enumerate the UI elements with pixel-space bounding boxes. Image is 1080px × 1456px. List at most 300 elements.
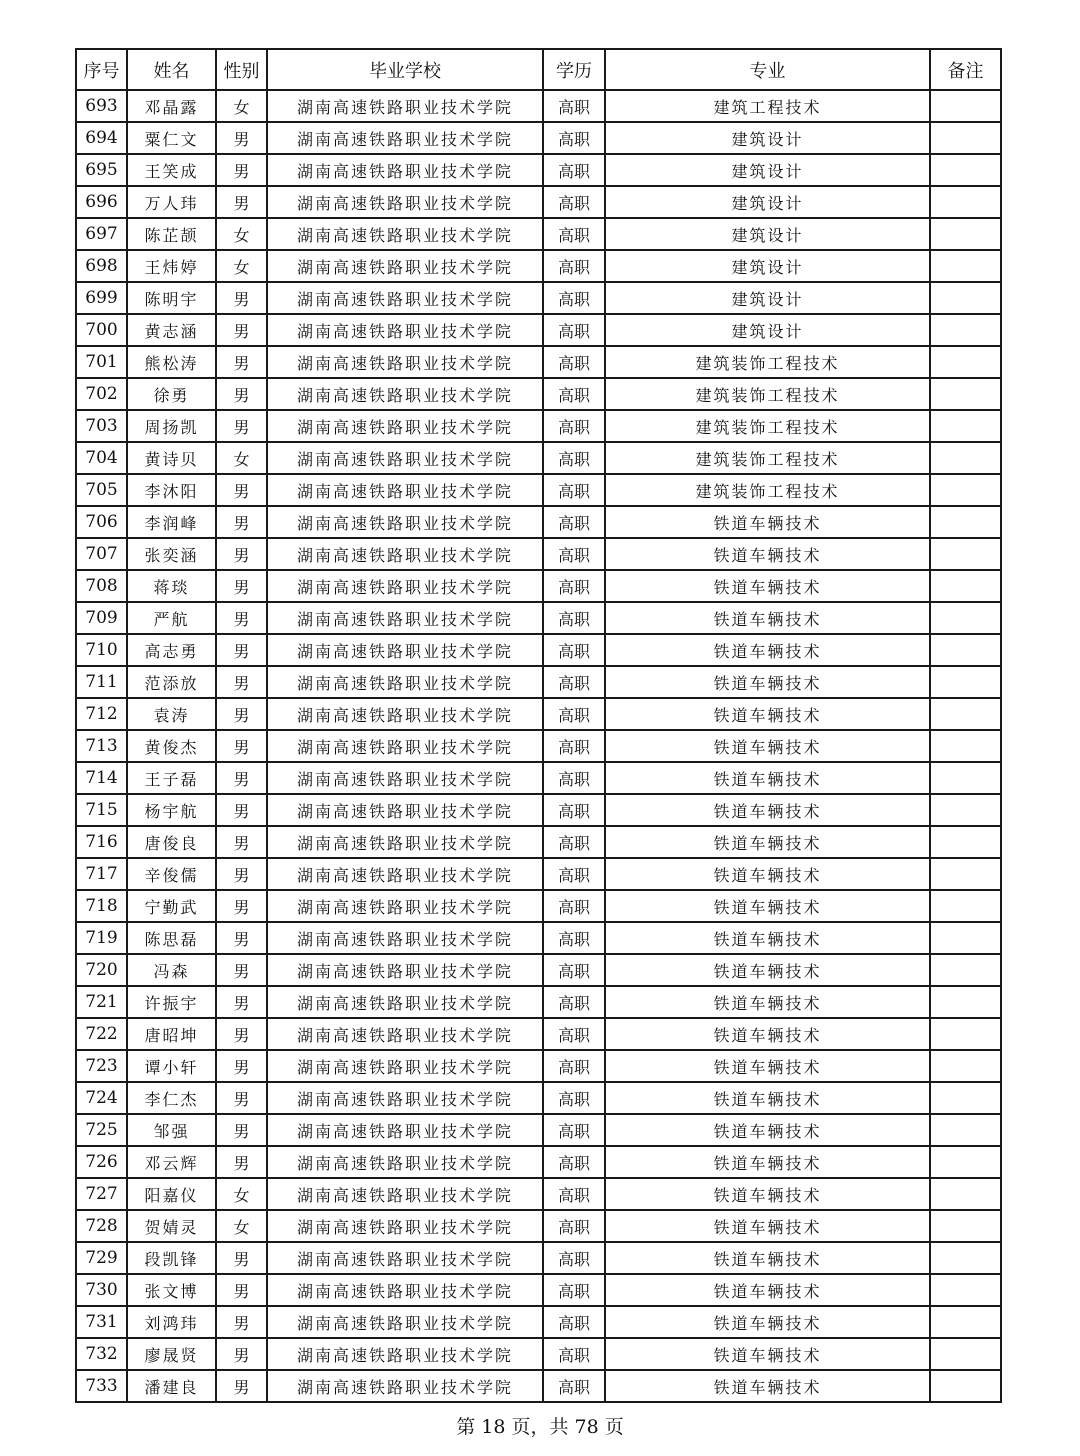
cell-school: 湖南高速铁路职业技术学院 — [267, 1114, 543, 1146]
cell-education: 高职 — [543, 122, 605, 154]
cell-school: 湖南高速铁路职业技术学院 — [267, 506, 543, 538]
table-row — [76, 1178, 1001, 1210]
cell-gender: 男 — [216, 1114, 267, 1146]
cell-school: 湖南高速铁路职业技术学院 — [267, 730, 543, 762]
cell-major: 铁道车辆技术 — [605, 1210, 930, 1242]
cell-school: 湖南高速铁路职业技术学院 — [267, 1050, 543, 1082]
cell-name: 刘鸿玮 — [127, 1306, 216, 1338]
cell-education: 高职 — [543, 826, 605, 858]
cell-gender: 男 — [216, 474, 267, 506]
cell-education: 高职 — [543, 410, 605, 442]
cell-gender: 男 — [216, 634, 267, 666]
cell-remarks — [930, 1050, 1001, 1082]
cell-education: 高职 — [543, 634, 605, 666]
cell-remarks — [930, 218, 1001, 250]
cell-school: 湖南高速铁路职业技术学院 — [267, 794, 543, 826]
header-serial-number: 序号 — [76, 49, 127, 90]
cell-serial-number: 733 — [76, 1370, 127, 1402]
cell-remarks — [930, 1370, 1001, 1402]
cell-school: 湖南高速铁路职业技术学院 — [267, 346, 543, 378]
cell-major: 建筑设计 — [605, 314, 930, 346]
cell-gender: 男 — [216, 570, 267, 602]
cell-school: 湖南高速铁路职业技术学院 — [267, 986, 543, 1018]
cell-name: 张文博 — [127, 1274, 216, 1306]
cell-serial-number: 705 — [76, 474, 127, 506]
cell-education: 高职 — [543, 154, 605, 186]
cell-education: 高职 — [543, 90, 605, 122]
cell-serial-number: 716 — [76, 826, 127, 858]
cell-school: 湖南高速铁路职业技术学院 — [267, 154, 543, 186]
cell-school: 湖南高速铁路职业技术学院 — [267, 1306, 543, 1338]
cell-major: 铁道车辆技术 — [605, 1178, 930, 1210]
table-row — [76, 730, 1001, 762]
cell-name: 宁勤武 — [127, 890, 216, 922]
cell-serial-number: 727 — [76, 1178, 127, 1210]
cell-school: 湖南高速铁路职业技术学院 — [267, 1274, 543, 1306]
cell-gender: 女 — [216, 1178, 267, 1210]
cell-gender: 男 — [216, 1018, 267, 1050]
cell-remarks — [930, 346, 1001, 378]
cell-major: 铁道车辆技术 — [605, 858, 930, 890]
cell-major: 铁道车辆技术 — [605, 730, 930, 762]
cell-major: 建筑设计 — [605, 154, 930, 186]
cell-serial-number: 699 — [76, 282, 127, 314]
cell-school: 湖南高速铁路职业技术学院 — [267, 602, 543, 634]
header-school: 毕业学校 — [267, 49, 543, 90]
cell-major: 建筑装饰工程技术 — [605, 410, 930, 442]
cell-gender: 男 — [216, 1146, 267, 1178]
table-row — [76, 1370, 1001, 1402]
cell-major: 建筑设计 — [605, 122, 930, 154]
cell-gender: 男 — [216, 890, 267, 922]
cell-gender: 男 — [216, 826, 267, 858]
cell-serial-number: 730 — [76, 1274, 127, 1306]
cell-school: 湖南高速铁路职业技术学院 — [267, 1338, 543, 1370]
header-gender: 性别 — [216, 49, 267, 90]
cell-gender: 男 — [216, 794, 267, 826]
cell-name: 段凯锋 — [127, 1242, 216, 1274]
cell-gender: 男 — [216, 1370, 267, 1402]
cell-gender: 男 — [216, 1274, 267, 1306]
cell-school: 湖南高速铁路职业技术学院 — [267, 698, 543, 730]
cell-gender: 男 — [216, 282, 267, 314]
header-education: 学历 — [543, 49, 605, 90]
cell-serial-number: 697 — [76, 218, 127, 250]
cell-remarks — [930, 1338, 1001, 1370]
cell-gender: 男 — [216, 1082, 267, 1114]
cell-name: 邓晶露 — [127, 90, 216, 122]
cell-name: 王炜婷 — [127, 250, 216, 282]
cell-serial-number: 723 — [76, 1050, 127, 1082]
cell-remarks — [930, 858, 1001, 890]
cell-gender: 女 — [216, 90, 267, 122]
cell-education: 高职 — [543, 1018, 605, 1050]
cell-education: 高职 — [543, 1338, 605, 1370]
cell-name: 高志勇 — [127, 634, 216, 666]
cell-school: 湖南高速铁路职业技术学院 — [267, 282, 543, 314]
cell-name: 万人玮 — [127, 186, 216, 218]
cell-name: 蒋琰 — [127, 570, 216, 602]
cell-school: 湖南高速铁路职业技术学院 — [267, 954, 543, 986]
cell-serial-number: 732 — [76, 1338, 127, 1370]
cell-name: 陈明宇 — [127, 282, 216, 314]
cell-serial-number: 721 — [76, 986, 127, 1018]
cell-school: 湖南高速铁路职业技术学院 — [267, 218, 543, 250]
table-row — [76, 1338, 1001, 1370]
cell-school: 湖南高速铁路职业技术学院 — [267, 1210, 543, 1242]
cell-education: 高职 — [543, 1242, 605, 1274]
cell-major: 铁道车辆技术 — [605, 954, 930, 986]
table-row — [76, 538, 1001, 570]
table-row — [76, 794, 1001, 826]
cell-serial-number: 728 — [76, 1210, 127, 1242]
cell-remarks — [930, 250, 1001, 282]
cell-education: 高职 — [543, 858, 605, 890]
cell-major: 建筑装饰工程技术 — [605, 474, 930, 506]
cell-remarks — [930, 442, 1001, 474]
table-row — [76, 122, 1001, 154]
page-number: 第 18 页，共 78 页 — [456, 1416, 624, 1438]
cell-major: 建筑设计 — [605, 250, 930, 282]
cell-school: 湖南高速铁路职业技术学院 — [267, 314, 543, 346]
cell-education: 高职 — [543, 442, 605, 474]
cell-school: 湖南高速铁路职业技术学院 — [267, 1082, 543, 1114]
cell-remarks — [930, 954, 1001, 986]
cell-serial-number: 719 — [76, 922, 127, 954]
cell-major: 铁道车辆技术 — [605, 890, 930, 922]
cell-remarks — [930, 1178, 1001, 1210]
cell-education: 高职 — [543, 218, 605, 250]
cell-education: 高职 — [543, 986, 605, 1018]
cell-gender: 男 — [216, 1050, 267, 1082]
cell-name: 贺婧灵 — [127, 1210, 216, 1242]
cell-gender: 男 — [216, 858, 267, 890]
table-row — [76, 1146, 1001, 1178]
cell-name: 许振宇 — [127, 986, 216, 1018]
cell-serial-number: 725 — [76, 1114, 127, 1146]
cell-serial-number: 714 — [76, 762, 127, 794]
cell-major: 铁道车辆技术 — [605, 1242, 930, 1274]
cell-serial-number: 712 — [76, 698, 127, 730]
cell-major: 建筑工程技术 — [605, 90, 930, 122]
table-header-row — [76, 49, 1001, 90]
table-row — [76, 1114, 1001, 1146]
cell-remarks — [930, 1210, 1001, 1242]
cell-education: 高职 — [543, 602, 605, 634]
cell-gender: 男 — [216, 762, 267, 794]
table-row — [76, 922, 1001, 954]
cell-school: 湖南高速铁路职业技术学院 — [267, 474, 543, 506]
cell-school: 湖南高速铁路职业技术学院 — [267, 442, 543, 474]
cell-gender: 男 — [216, 698, 267, 730]
cell-school: 湖南高速铁路职业技术学院 — [267, 186, 543, 218]
cell-education: 高职 — [543, 1050, 605, 1082]
table-row — [76, 282, 1001, 314]
cell-serial-number: 722 — [76, 1018, 127, 1050]
cell-school: 湖南高速铁路职业技术学院 — [267, 410, 543, 442]
cell-school: 湖南高速铁路职业技术学院 — [267, 826, 543, 858]
cell-gender: 男 — [216, 666, 267, 698]
cell-education: 高职 — [543, 922, 605, 954]
table-row — [76, 346, 1001, 378]
cell-school: 湖南高速铁路职业技术学院 — [267, 122, 543, 154]
table-row — [76, 1210, 1001, 1242]
cell-major: 铁道车辆技术 — [605, 1274, 930, 1306]
cell-major: 铁道车辆技术 — [605, 1370, 930, 1402]
cell-gender: 男 — [216, 730, 267, 762]
cell-major: 铁道车辆技术 — [605, 698, 930, 730]
table-row — [76, 634, 1001, 666]
table-row — [76, 1274, 1001, 1306]
cell-name: 冯森 — [127, 954, 216, 986]
cell-school: 湖南高速铁路职业技术学院 — [267, 378, 543, 410]
cell-major: 铁道车辆技术 — [605, 602, 930, 634]
cell-major: 铁道车辆技术 — [605, 1338, 930, 1370]
cell-serial-number: 717 — [76, 858, 127, 890]
cell-education: 高职 — [543, 282, 605, 314]
cell-name: 唐俊良 — [127, 826, 216, 858]
cell-remarks — [930, 922, 1001, 954]
cell-serial-number: 693 — [76, 90, 127, 122]
table-row — [76, 698, 1001, 730]
cell-name: 黄志涵 — [127, 314, 216, 346]
cell-serial-number: 696 — [76, 186, 127, 218]
table-row — [76, 186, 1001, 218]
cell-gender: 男 — [216, 122, 267, 154]
cell-name: 李润峰 — [127, 506, 216, 538]
cell-school: 湖南高速铁路职业技术学院 — [267, 666, 543, 698]
cell-remarks — [930, 538, 1001, 570]
table-row — [76, 1306, 1001, 1338]
cell-remarks — [930, 1306, 1001, 1338]
cell-serial-number: 726 — [76, 1146, 127, 1178]
cell-major: 铁道车辆技术 — [605, 570, 930, 602]
cell-serial-number: 718 — [76, 890, 127, 922]
cell-education: 高职 — [543, 1370, 605, 1402]
cell-education: 高职 — [543, 698, 605, 730]
table-row — [76, 986, 1001, 1018]
table-row — [76, 570, 1001, 602]
table-row — [76, 154, 1001, 186]
cell-name: 徐勇 — [127, 378, 216, 410]
cell-name: 范添放 — [127, 666, 216, 698]
cell-name: 唐昭坤 — [127, 1018, 216, 1050]
table-row — [76, 90, 1001, 122]
cell-serial-number: 713 — [76, 730, 127, 762]
cell-major: 建筑设计 — [605, 218, 930, 250]
cell-major: 建筑装饰工程技术 — [605, 346, 930, 378]
cell-gender: 男 — [216, 986, 267, 1018]
cell-name: 王笑成 — [127, 154, 216, 186]
cell-name: 廖晟贤 — [127, 1338, 216, 1370]
cell-major: 铁道车辆技术 — [605, 762, 930, 794]
cell-remarks — [930, 1114, 1001, 1146]
table-row — [76, 858, 1001, 890]
cell-major: 建筑设计 — [605, 186, 930, 218]
cell-serial-number: 700 — [76, 314, 127, 346]
cell-remarks — [930, 698, 1001, 730]
cell-serial-number: 701 — [76, 346, 127, 378]
cell-serial-number: 710 — [76, 634, 127, 666]
cell-remarks — [930, 1242, 1001, 1274]
cell-name: 辛俊儒 — [127, 858, 216, 890]
cell-serial-number: 695 — [76, 154, 127, 186]
cell-school: 湖南高速铁路职业技术学院 — [267, 634, 543, 666]
table-row — [76, 378, 1001, 410]
cell-serial-number: 702 — [76, 378, 127, 410]
cell-remarks — [930, 1146, 1001, 1178]
cell-remarks — [930, 666, 1001, 698]
table-row — [76, 826, 1001, 858]
cell-remarks — [930, 474, 1001, 506]
cell-gender: 男 — [216, 1242, 267, 1274]
cell-gender: 男 — [216, 346, 267, 378]
cell-school: 湖南高速铁路职业技术学院 — [267, 1242, 543, 1274]
header-name: 姓名 — [127, 49, 216, 90]
cell-gender: 女 — [216, 218, 267, 250]
cell-education: 高职 — [543, 794, 605, 826]
cell-major: 铁道车辆技术 — [605, 1146, 930, 1178]
cell-remarks — [930, 1018, 1001, 1050]
cell-education: 高职 — [543, 314, 605, 346]
cell-education: 高职 — [543, 1082, 605, 1114]
cell-remarks — [930, 378, 1001, 410]
cell-serial-number: 709 — [76, 602, 127, 634]
cell-gender: 男 — [216, 538, 267, 570]
cell-serial-number: 715 — [76, 794, 127, 826]
cell-major: 铁道车辆技术 — [605, 794, 930, 826]
table-body — [76, 90, 1001, 1402]
cell-education: 高职 — [543, 250, 605, 282]
cell-serial-number: 708 — [76, 570, 127, 602]
cell-remarks — [930, 794, 1001, 826]
cell-education: 高职 — [543, 538, 605, 570]
cell-major: 铁道车辆技术 — [605, 506, 930, 538]
cell-school: 湖南高速铁路职业技术学院 — [267, 922, 543, 954]
cell-remarks — [930, 506, 1001, 538]
table-row — [76, 1018, 1001, 1050]
cell-education: 高职 — [543, 762, 605, 794]
table-row — [76, 1050, 1001, 1082]
table-row — [76, 1242, 1001, 1274]
cell-major: 建筑装饰工程技术 — [605, 378, 930, 410]
cell-serial-number: 706 — [76, 506, 127, 538]
cell-name: 陈芷颉 — [127, 218, 216, 250]
cell-gender: 男 — [216, 1306, 267, 1338]
cell-remarks — [930, 186, 1001, 218]
cell-gender: 女 — [216, 250, 267, 282]
cell-education: 高职 — [543, 730, 605, 762]
cell-major: 建筑设计 — [605, 282, 930, 314]
cell-gender: 男 — [216, 602, 267, 634]
cell-serial-number: 694 — [76, 122, 127, 154]
table-row — [76, 954, 1001, 986]
cell-remarks — [930, 122, 1001, 154]
cell-name: 阳嘉仪 — [127, 1178, 216, 1210]
cell-major: 铁道车辆技术 — [605, 1050, 930, 1082]
cell-serial-number: 707 — [76, 538, 127, 570]
cell-major: 铁道车辆技术 — [605, 1114, 930, 1146]
table-row — [76, 474, 1001, 506]
cell-name: 张奕涵 — [127, 538, 216, 570]
cell-remarks — [930, 826, 1001, 858]
cell-remarks — [930, 730, 1001, 762]
header-major: 专业 — [605, 49, 930, 90]
cell-name: 粟仁文 — [127, 122, 216, 154]
cell-name: 潘建良 — [127, 1370, 216, 1402]
cell-name: 袁涛 — [127, 698, 216, 730]
cell-education: 高职 — [543, 1178, 605, 1210]
cell-gender: 女 — [216, 1210, 267, 1242]
cell-name: 黄诗贝 — [127, 442, 216, 474]
cell-serial-number: 724 — [76, 1082, 127, 1114]
cell-name: 黄俊杰 — [127, 730, 216, 762]
cell-name: 李沐阳 — [127, 474, 216, 506]
table-row — [76, 1082, 1001, 1114]
cell-major: 铁道车辆技术 — [605, 1082, 930, 1114]
cell-gender: 男 — [216, 506, 267, 538]
cell-school: 湖南高速铁路职业技术学院 — [267, 858, 543, 890]
table-row — [76, 410, 1001, 442]
cell-school: 湖南高速铁路职业技术学院 — [267, 1146, 543, 1178]
cell-serial-number: 729 — [76, 1242, 127, 1274]
cell-education: 高职 — [543, 474, 605, 506]
table-row — [76, 218, 1001, 250]
cell-gender: 男 — [216, 922, 267, 954]
cell-name: 邹强 — [127, 1114, 216, 1146]
cell-major: 铁道车辆技术 — [605, 666, 930, 698]
cell-name: 邓云辉 — [127, 1146, 216, 1178]
cell-remarks — [930, 762, 1001, 794]
cell-serial-number: 720 — [76, 954, 127, 986]
cell-remarks — [930, 1082, 1001, 1114]
cell-education: 高职 — [543, 666, 605, 698]
cell-major: 铁道车辆技术 — [605, 538, 930, 570]
cell-school: 湖南高速铁路职业技术学院 — [267, 570, 543, 602]
cell-major: 铁道车辆技术 — [605, 634, 930, 666]
cell-remarks — [930, 1274, 1001, 1306]
cell-education: 高职 — [543, 1210, 605, 1242]
cell-remarks — [930, 570, 1001, 602]
cell-school: 湖南高速铁路职业技术学院 — [267, 1018, 543, 1050]
cell-name: 谭小轩 — [127, 1050, 216, 1082]
cell-education: 高职 — [543, 378, 605, 410]
cell-serial-number: 731 — [76, 1306, 127, 1338]
cell-remarks — [930, 282, 1001, 314]
cell-school: 湖南高速铁路职业技术学院 — [267, 1370, 543, 1402]
cell-education: 高职 — [543, 570, 605, 602]
cell-serial-number: 704 — [76, 442, 127, 474]
roster-table — [75, 48, 1002, 1403]
cell-remarks — [930, 410, 1001, 442]
cell-school: 湖南高速铁路职业技术学院 — [267, 890, 543, 922]
cell-name: 杨宇航 — [127, 794, 216, 826]
cell-remarks — [930, 986, 1001, 1018]
cell-school: 湖南高速铁路职业技术学院 — [267, 90, 543, 122]
cell-education: 高职 — [543, 1306, 605, 1338]
table-row — [76, 762, 1001, 794]
cell-major: 建筑装饰工程技术 — [605, 442, 930, 474]
cell-serial-number: 698 — [76, 250, 127, 282]
cell-school: 湖南高速铁路职业技术学院 — [267, 538, 543, 570]
cell-name: 李仁杰 — [127, 1082, 216, 1114]
cell-remarks — [930, 634, 1001, 666]
cell-name: 周扬凯 — [127, 410, 216, 442]
cell-name: 王子磊 — [127, 762, 216, 794]
cell-education: 高职 — [543, 954, 605, 986]
cell-major: 铁道车辆技术 — [605, 922, 930, 954]
cell-education: 高职 — [543, 506, 605, 538]
